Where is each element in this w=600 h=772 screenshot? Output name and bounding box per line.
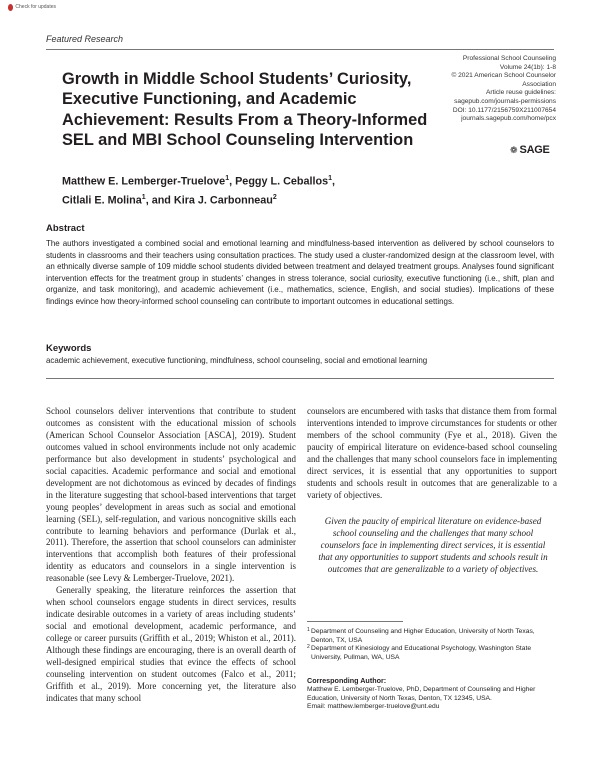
journal-name: Professional School Counseling bbox=[462, 55, 556, 62]
author-affiliation-mark: 1 bbox=[328, 175, 333, 182]
footnote bbox=[307, 645, 557, 662]
crossmark-icon bbox=[8, 4, 13, 11]
author-name: Citlali E. Molina bbox=[62, 194, 142, 207]
body-column-right bbox=[307, 406, 557, 502]
reuse-guidelines: Article reuse guidelines: bbox=[485, 89, 556, 97]
abstract-text: The authors investigated a combined social and emotional learning and mindfulness-based intervention as delivered by school counselors to students in classrooms and their teachers using consultation practices. The study used a cluster-randomized design at the classroom level, with an ethnically diverse sample of 109 middle school students divided between treatment and delayed treatment groups. Analyses found significant intervention effects for the treatment group in students’ changes in stress tolerance, social curiosity, executive functioning (i.e., shift, plan and organize, and task monitoring), and academic achievement (i.e., mathematics, science, English, and social studies). Implications of these findings evince how theory-informed school counseling can contribute to important outcomes in educational settings. bbox=[46, 239, 554, 306]
keywords-heading: Keywords bbox=[46, 343, 92, 354]
affiliation-footnotes bbox=[307, 628, 557, 662]
journal-volume: Volume 24(1b): 1-8 bbox=[499, 63, 556, 71]
sage-icon: ❁ bbox=[510, 144, 518, 155]
corresponding-author-email[interactable]: Email: matthew.lemberger-truelove@unt.edu bbox=[307, 703, 440, 711]
footnote-number: 1 bbox=[307, 627, 310, 633]
author-name: Peggy L. Ceballos bbox=[235, 175, 329, 188]
permissions-link[interactable]: sagepub.com/journals-permissions bbox=[454, 97, 556, 105]
footnote-text: Department of Kinesiology and Educational Psychology, Washington State University, Pullman, WA, USA bbox=[311, 645, 532, 661]
pull-quote: Given the paucity of empirical literature on evidence-based school counseling and the challenges that many school counselors face in implementing direct services, it is essential that any opportunities to support students and schools result in outcomes that are generalizable to a variety of objectives. bbox=[318, 516, 548, 574]
body-paragraph: Generally speaking, the literature reinforces the assertion that when school counselors engage students in direct services, results indicate desirable outcomes in a variety of areas including students’ social and emotional development, academic performance, and college or career pursuits (Griffith et al., 2019; Whiston et al., 2011). Although these findings are encouraging, there is an overall dearth of well-designed empirical studies that evince the effects of school counseling intervention on student outcomes (Falco et al., 2011; Griffith et al., 2019). More concerning yet, the literature also indicates that many school bbox=[46, 585, 296, 703]
abstract-heading: Abstract bbox=[46, 223, 85, 234]
badge-label: Check for updates bbox=[15, 4, 56, 10]
footnote-number: 2 bbox=[307, 644, 310, 651]
article-title: Growth in Middle School Students’ Curiosity, Executive Functioning, and Academic Achievement: Results From a Theory-Informed SEL and MBI School Counseling Intervention bbox=[62, 70, 428, 150]
corresponding-author-address: Matthew E. Lemberger-Truelove, PhD, Department of Counseling and Higher Education, University of North Texas, Denton, TX 12345, USA. bbox=[307, 686, 536, 702]
abstract-divider bbox=[46, 378, 554, 379]
author-name: and Kira J. Carbonneau bbox=[151, 194, 273, 207]
publisher-name: SAGE bbox=[519, 144, 550, 156]
author-affiliation-mark: 1 bbox=[141, 193, 146, 201]
check-for-updates-badge[interactable] bbox=[8, 3, 56, 11]
footnote-text: Department of Counseling and Higher Education, University of North Texas, Denton, TX, USA bbox=[311, 628, 535, 644]
author-affiliation-mark: 1 bbox=[225, 175, 230, 182]
journal-url[interactable]: journals.sagepub.com/home/pcx bbox=[461, 115, 556, 123]
copyright: © 2021 American School Counselor Association bbox=[451, 72, 556, 88]
publisher-logo bbox=[510, 144, 550, 156]
body-paragraph: counselors are encumbered with tasks that distance them from formal interventions intended to improve circumstances for students or other members of the school community (Fye et al., 2018). Given the paucity of empirical literature on evidence-based school counseling and the challenges that many school counselors face in implementing direct services, it is essential that any opportunities to support students and schools result in outcomes that are generalizable to a variety of objectives. bbox=[307, 406, 557, 500]
doi[interactable]: DOI: 10.1177/2156759X211007654 bbox=[452, 106, 556, 114]
section-label: Featured Research bbox=[46, 34, 124, 44]
top-divider bbox=[46, 49, 554, 50]
body-column-left bbox=[46, 406, 296, 705]
corresponding-author-heading: Corresponding Author: bbox=[307, 676, 387, 685]
author-list: Matthew E. Lemberger-Truelove$^1$, Peggy L. Ceballos$^1$, Citlali E. Molina$^1$, and Kira J. Carbonneau$^2$ bbox=[62, 175, 336, 207]
footnote bbox=[307, 628, 557, 645]
footnote-divider bbox=[307, 621, 403, 622]
author-affiliation-mark: 2 bbox=[272, 193, 277, 201]
keywords-text: academic achievement, executive functioning, mindfulness, school counseling, social and emotional learning bbox=[46, 356, 428, 365]
journal-info bbox=[440, 55, 556, 124]
author-name: Matthew E. Lemberger-Truelove bbox=[62, 175, 226, 188]
corresponding-author-details bbox=[307, 686, 557, 712]
body-paragraph: School counselors deliver interventions that contribute to student outcomes as consistent with the educational mission of schools (American School Counselor Association [ASCA], 2019). Student outcomes valued in school environments include not only academic performance but also development in students’ psychological and social capacities. Academic performance and social and emotional development are not dichotomous as evinced by decades of findings in the literature suggesting that school-based interventions that target young peoples’ development in areas such as social and emotional learning (SEL), self-regulation, and various noncognitive skills each contribute to learning behaviors and performance (Durlak et al., 2011). Therefore, the assertion that school counselors can administer interventions that accomplish both features of their professional identity as educators and counselors in a single intervention is reasonable (see Levy & Lemberger-Truelove, 2021). bbox=[46, 406, 296, 584]
